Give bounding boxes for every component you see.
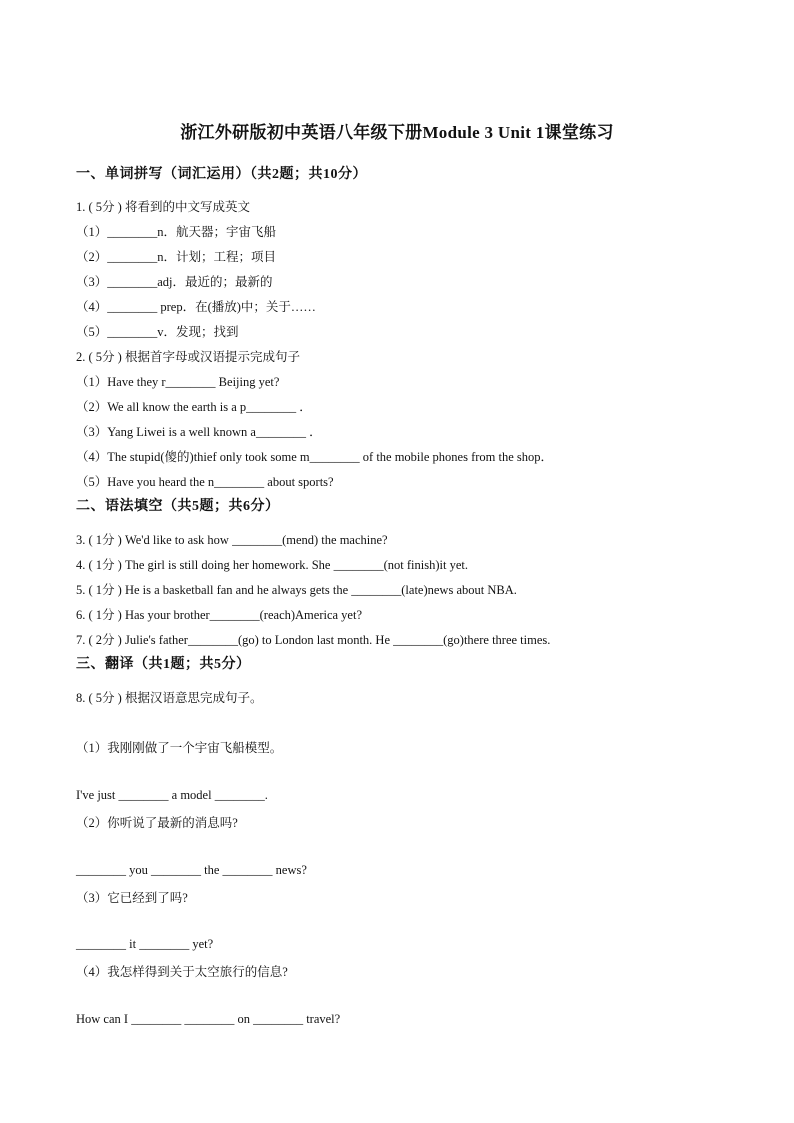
grammar-question: 6. ( 1分 ) Has your brother________(reach)America yet? [76,608,363,622]
section-heading-vocabulary: 一、单词拼写（词汇运用）（共2题；共10分） [76,167,367,182]
question-2-item: （2）We all know the earth is a p________ ． [76,400,312,414]
translation-prompt: （1）我刚刚做了一个宇宙飞船模型。 [76,741,283,755]
question-2-item: （5）Have you heard the n________ about sports? [76,475,334,489]
question-1-item: （5）________v．发现；找到 [76,325,239,339]
question-2-item: （1）Have they r________ Beijing yet? [76,375,280,389]
question-2-item: （3）Yang Liwei is a well known a________ ． [76,425,322,439]
translation-answer-line: ________ you ________ the ________ news? [76,863,307,877]
page-title: 浙江外研版初中英语八年级下册Module 3 Unit 1课堂练习 [180,123,614,142]
question-1-item: （2）________n．计划；工程；项目 [76,250,277,264]
question-1-item: （4）________ prep．在(播放)中；关于…… [76,300,316,314]
section-heading-grammar: 二、语法填空（共5题；共6分） [76,499,280,514]
question-1-item: （3）________adj．最近的；最新的 [76,275,273,289]
grammar-question: 7. ( 2分 ) Julie's father________(go) to London last month. He ________(go)there three times. [76,633,551,647]
translation-answer-line: I've just ________ a model ________. [76,788,268,802]
translation-prompt: （2）你听说了最新的消息吗? [76,816,238,830]
question-2-stem: 2. ( 5分 ) 根据首字母或汉语提示完成句子 [76,350,300,364]
question-2-item: （4）The stupid(傻的)thief only took some m________ of the mobile phones from the shop． [76,450,554,464]
grammar-question: 5. ( 1分 ) He is a basketball fan and he always gets the ________(late)news about NBA. [76,583,517,597]
question-1-item: （1）________n．航天器；宇宙飞船 [76,225,277,239]
question-8-stem: 8. ( 5分 ) 根据汉语意思完成句子。 [76,691,263,705]
section-heading-translation: 三、翻译（共1题；共5分） [76,657,251,672]
translation-answer-line: ________ it ________ yet? [76,937,214,951]
grammar-question: 3. ( 1分 ) We'd like to ask how ________(mend) the machine? [76,533,388,547]
translation-answer-line: How can I ________ ________ on ________ travel? [76,1012,341,1026]
translation-prompt: （4）我怎样得到关于太空旅行的信息? [76,965,288,979]
grammar-question: 4. ( 1分 ) The girl is still doing her homework. She ________(not finish)it yet. [76,558,468,572]
translation-prompt: （3）它已经到了吗? [76,891,188,905]
question-1-stem: 1. ( 5分 ) 将看到的中文写成英文 [76,200,250,214]
